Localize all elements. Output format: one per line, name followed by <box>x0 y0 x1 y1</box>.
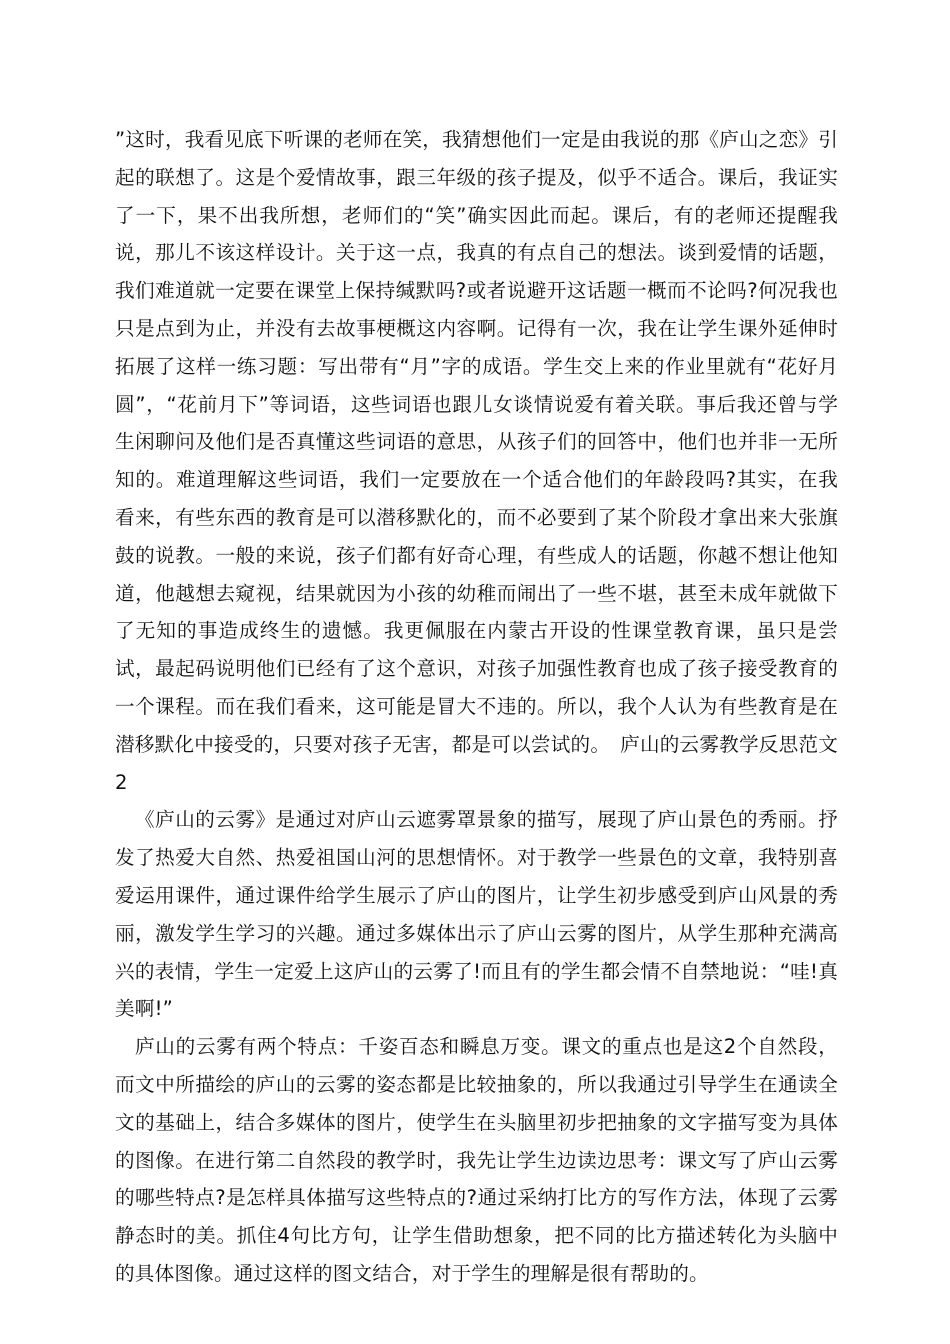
document-body <box>115 121 838 1293</box>
paragraph-2: 《庐山的云雾》是通过对庐山云遮雾罩景象的描写，展现了庐山景色的秀丽。抒发了热爱大自然、热爱祖国山河的思想情怀。对于教学一些景色的文章，我特别喜爱运用课件，通过课件给学生展示了庐山的图片，让学生初步感受到庐山风景的秀丽，激发学生学习的兴趣。通过多媒体出示了庐山云雾的图片，从学生那种充满高兴的表情，学生一定爱上这庐山的云雾了!而且有的学生都会情不自禁地说：“哇!真美啊!” <box>115 808 838 1021</box>
paragraph-1: ”这时，我看见底下听课的老师在笑，我猜想他们一定是由我说的那《庐山之恋》引起的联想了。这是个爱情故事，跟三年级的孩子提及，似乎不适合。课后，我证实了一下，果不出我所想，老师们的“笑”确实因此而起。课后，有的老师还提醒我说，那儿不该这样设计。关于这一点，我真的有点自己的想法。谈到爱情的话题，我们难道就一定要在课堂上保持缄默吗?或者说避开这话题一概而不论吗?何况我也只是点到为止，并没有去故事梗概这内容啊。记得有一次，我在让学生课外延伸时拓展了这样一练习题：写出带有“月”字的成语。学生交上来的作业里就有“花好月圆”，“花前月下”等词语，这些词语也跟儿女谈情说爱有着关联。事后我还曾与学生闲聊问及他们是否真懂这些词语的意思，从孩子们的回答中，他们也并非一无所知的。难道理解这些词语，我们一定要放在一个适合他们的年龄段吗?其实，在我看来，有些东西的教育是可以潜移默化的，而不必要到了某个阶段才拿出来大张旗鼓的说教。一般的来说，孩子们都有好奇心理，有些成人的话题，你越不想让他知道，他越想去窥视，结果就因为小孩的幼稚而闹出了一些不堪，甚至未成年就做下了无知的事造成终生的遗憾。我更佩服在内蒙古开设的性课堂教育课，虽只是尝试，最起码说明他们已经有了这个意识，对孩子加强性教育也成了孩子接受教育的一个课程。而在我们看来，这可能是冒大不违的。所以，我个人认为有些教育是在潜移默化中接受的，只要对孩子无害，都是可以尝试的。 庐山的云雾教学反思范文2 <box>115 128 838 794</box>
paragraph-3: 庐山的云雾有两个特点：千姿百态和瞬息万变。课文的重点也是这2个自然段，而文中所描绘的庐山的云雾的姿态都是比较抽象的，所以我通过引导学生在通读全文的基础上，结合多媒体的图片，使学生在头脑里初步把抽象的文字描写变为具体的图像。在进行第二自然段的教学时，我先让学生边读边思考：课文写了庐山云雾的哪些特点?是怎样具体描写这些特点的?通过采纳打比方的写作方法，体现了云雾静态时的美。抓住4句比方句，让学生借助想象，把不同的比方描述转化为头脑中的具体图像。通过这样的图文结合，对于学生的理解是很有帮助的。 <box>115 1035 838 1285</box>
